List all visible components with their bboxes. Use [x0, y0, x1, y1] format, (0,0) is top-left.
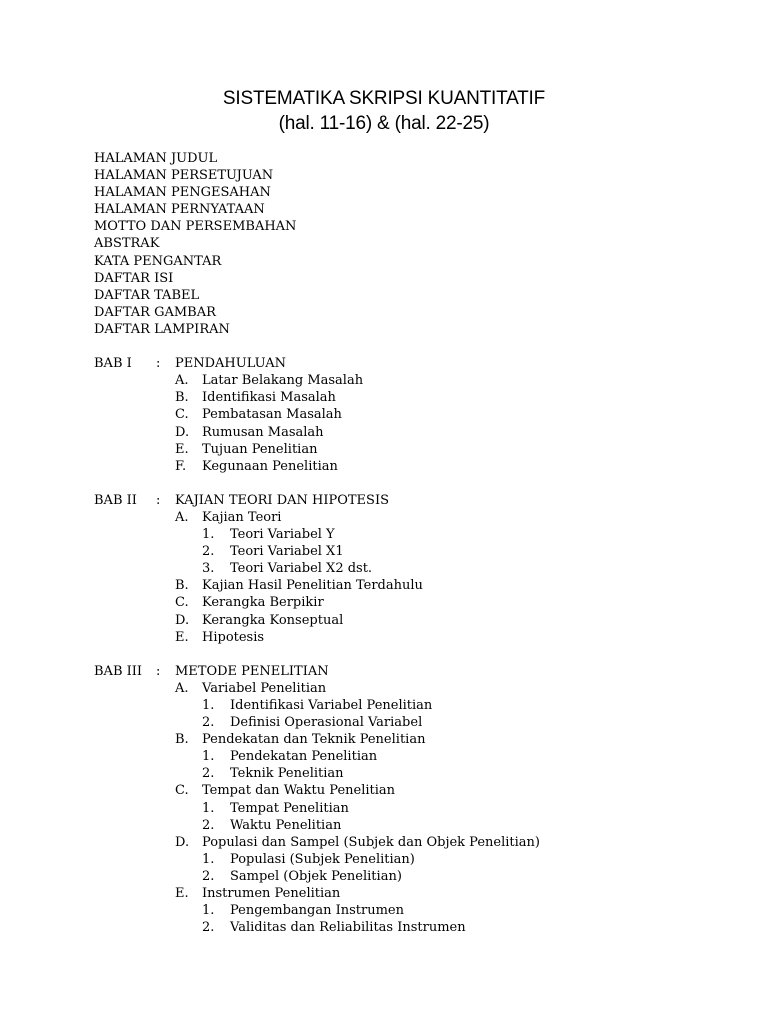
subsection-item — [94, 902, 404, 919]
title-block — [0, 86, 768, 136]
section-marker: E. — [175, 629, 189, 645]
section-item — [94, 389, 336, 406]
section-item — [94, 731, 426, 748]
subsection-title: Teknik Penelitian — [230, 766, 344, 782]
front-matter-item: KATA PENGANTAR — [94, 253, 222, 269]
section-item — [94, 834, 540, 851]
subsection-item — [94, 765, 344, 782]
section-item — [94, 424, 324, 441]
section-title: Identifikasi Masalah — [202, 390, 336, 406]
subsection-marker: 1. — [202, 800, 215, 816]
chapter-title: PENDAHULUAN — [175, 356, 286, 372]
subsection-title: Validitas dan Reliabilitas Instrumen — [230, 920, 466, 936]
section-title: Kegunaan Penelitian — [202, 458, 338, 474]
subsection-marker: 1. — [202, 527, 215, 543]
section-marker: A. — [175, 680, 189, 696]
subsection-item — [94, 919, 466, 936]
section-item — [94, 406, 342, 423]
chapter-heading — [94, 355, 296, 372]
section-title: Pembatasan Masalah — [202, 407, 342, 423]
section-title: Populasi dan Sampel (Subjek dan Objek Penelitian) — [202, 834, 540, 850]
subsection-marker: 2. — [202, 817, 215, 833]
section-marker: B. — [175, 578, 189, 594]
section-item — [94, 680, 327, 697]
section-item — [94, 577, 423, 594]
chapter-title: KAJIAN TEORI DAN HIPOTESIS — [175, 492, 389, 508]
subsection-marker: 2. — [202, 868, 215, 884]
section-title: Kajian Teori — [202, 509, 282, 525]
section-marker: D. — [175, 612, 190, 628]
section-title: Instrumen Penelitian — [202, 886, 341, 902]
subsection-title: Pengembangan Instrumen — [230, 903, 404, 919]
subsection-title: Sampel (Objek Penelitian) — [230, 868, 402, 884]
section-title: Kerangka Berpikir — [202, 595, 324, 611]
chapter-label: BAB III — [94, 663, 143, 679]
section-item — [94, 629, 296, 646]
section-marker: F. — [175, 458, 187, 474]
subsection-marker: 2. — [202, 920, 215, 936]
subsection-marker: 2. — [202, 766, 215, 782]
blank-line — [94, 475, 296, 492]
section-item — [94, 509, 296, 526]
front-matter-item: DAFTAR LAMPIRAN — [94, 321, 230, 337]
section-item — [94, 885, 341, 902]
subsection-title: Teori Variabel X2 dst. — [230, 561, 373, 577]
subsection-title: Teori Variabel X1 — [230, 544, 344, 560]
subsection-title: Waktu Penelitian — [230, 817, 342, 833]
front-matter-item: DAFTAR TABEL — [94, 287, 200, 303]
blank-line — [94, 338, 296, 355]
chapter-colon: : — [156, 663, 161, 679]
subsection-title: Teori Variabel Y — [230, 527, 335, 543]
section-item — [94, 612, 344, 629]
chapter-colon: : — [156, 492, 161, 508]
section-item — [94, 458, 338, 475]
subsection-item — [94, 543, 344, 560]
front-matter-item: DAFTAR ISI — [94, 270, 174, 286]
subsection-marker: 3. — [202, 561, 215, 577]
section-marker: B. — [175, 390, 189, 406]
subsection-marker: 1. — [202, 698, 215, 713]
front-matter-item: MOTTO DAN PERSEMBAHAN — [94, 219, 297, 235]
section-marker: B. — [175, 732, 189, 748]
subsection-marker: 1. — [202, 903, 215, 919]
chapter-colon: : — [156, 356, 161, 372]
section-marker: A. — [175, 373, 189, 389]
subsection-marker: 1. — [202, 851, 215, 867]
subsection-item — [94, 851, 415, 868]
front-matter-item: DAFTAR GAMBAR — [94, 304, 216, 320]
chapter-label: BAB II — [94, 492, 137, 508]
front-matter-item: HALAMAN PERNYATAAN — [94, 202, 265, 218]
section-marker: C. — [175, 407, 189, 423]
section-marker: A. — [175, 509, 189, 525]
subsection-title: Identifikasi Variabel Penelitian — [230, 698, 433, 713]
front-matter-item: HALAMAN PENGESAHAN — [94, 185, 271, 201]
subsection-marker: 2. — [202, 544, 215, 560]
subsection-item — [94, 697, 433, 714]
chapter-label: BAB I — [94, 356, 132, 372]
front-matter-item: HALAMAN PERSETUJUAN — [94, 168, 274, 184]
section-title: Pendekatan dan Teknik Penelitian — [202, 732, 426, 748]
subsection-item — [94, 817, 342, 834]
section-item — [94, 594, 324, 611]
subsection-item — [94, 526, 335, 543]
document-title: SISTEMATIKA SKRIPSI KUANTITATIF — [222, 88, 546, 109]
chapter-heading — [94, 492, 389, 509]
subsection-item — [94, 748, 378, 765]
section-title: Variabel Penelitian — [202, 680, 327, 696]
subsection-item — [94, 714, 423, 731]
document-subtitle: (hal. 11-16) & (hal. 22-25) — [278, 113, 490, 134]
subsection-title: Tempat Penelitian — [230, 800, 349, 816]
section-title: Tempat dan Waktu Penelitian — [202, 783, 396, 799]
subsection-title: Definisi Operasional Variabel — [230, 715, 423, 731]
outline-content — [94, 150, 540, 936]
subsection-item — [94, 560, 373, 577]
section-title: Kerangka Konseptual — [202, 612, 344, 628]
subsection-marker: 2. — [202, 715, 215, 731]
subsection-item — [94, 868, 402, 885]
section-item — [94, 782, 396, 799]
front-matter-item: HALAMAN JUDUL — [94, 151, 218, 166]
section-marker: E. — [175, 441, 189, 457]
section-title: Hipotesis — [202, 629, 265, 645]
front-matter-item: ABSTRAK — [94, 236, 160, 252]
section-title: Kajian Hasil Penelitian Terdahulu — [202, 578, 423, 594]
chapter-title: METODE PENELITIAN — [175, 663, 329, 679]
subsection-item — [94, 800, 349, 817]
section-marker: C. — [175, 783, 189, 799]
section-marker: C. — [175, 595, 189, 611]
section-item — [94, 372, 364, 389]
section-title: Latar Belakang Masalah — [202, 373, 364, 389]
section-item — [94, 441, 318, 458]
subsection-title: Populasi (Subjek Penelitian) — [230, 851, 415, 867]
section-marker: E. — [175, 886, 189, 902]
section-marker: D. — [175, 424, 190, 440]
subsection-title: Pendekatan Penelitian — [230, 749, 378, 765]
section-title: Rumusan Masalah — [202, 424, 324, 440]
blank-line — [94, 646, 296, 663]
section-marker: D. — [175, 834, 190, 850]
section-title: Tujuan Penelitian — [202, 441, 318, 457]
subsection-marker: 1. — [202, 749, 215, 765]
chapter-heading — [94, 663, 329, 680]
